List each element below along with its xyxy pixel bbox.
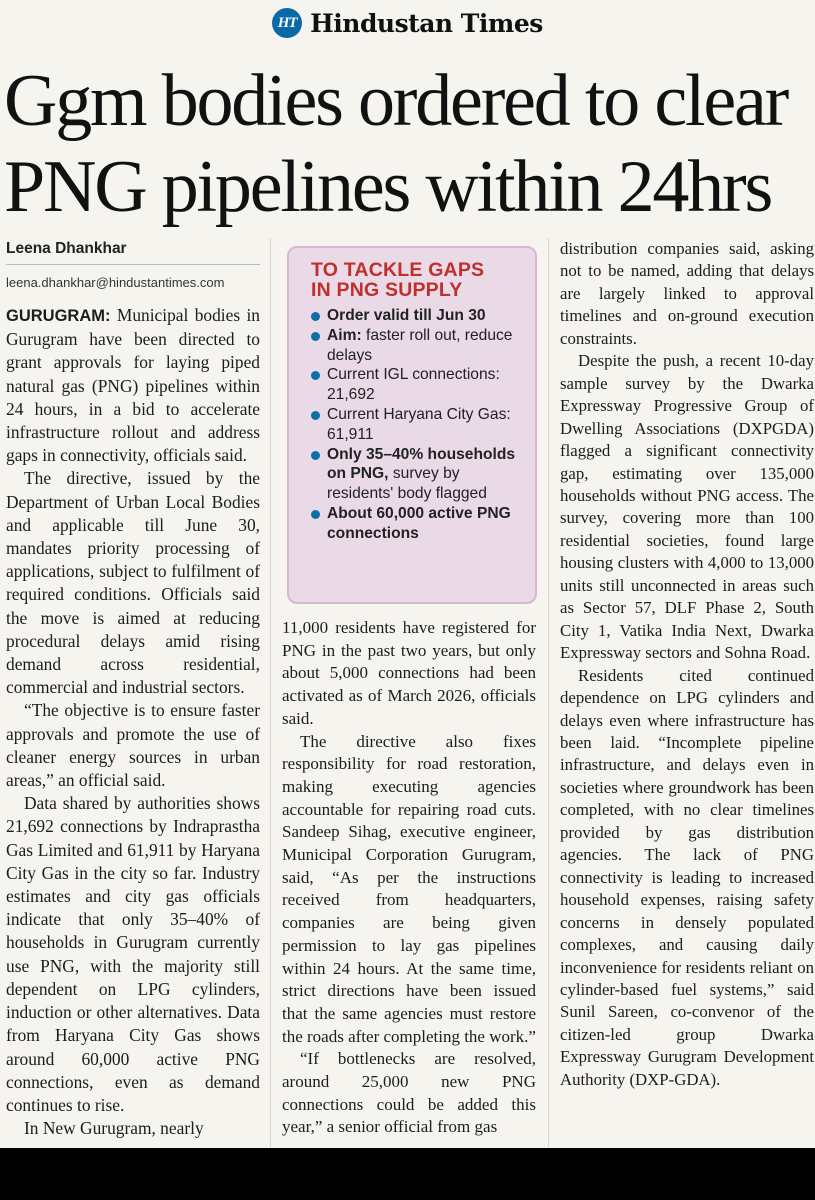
fact-item [311,306,525,326]
fact-box-title [311,260,525,300]
fact-item [311,365,525,405]
fact-item [311,405,525,445]
article-column-2 [282,617,536,1139]
paragraph: Despite the push, a recent 10-day sample survey by the Dwarka Expressway Progressive Group of Dwelling Associations (DXPGDA) flagged a significant connectivity gap, estimating over 135,000 households without PNG access. The survey, covering more than 100 residential societies, found large housing clusters with 4,000 to 13,000 units still unconnected in areas such as Sector 57, DLF Phase 2, South City 1, Vatika India Next, Dwarka Expressway sectors and Sohna Road. [560,351,814,663]
headline-line-2: PNG pipelines within 24hrs [4,146,772,228]
paragraph: 11,000 residents have registered for PNG in the past two years, but only about 5,000 connections had been activated as of March 2026, officials said. [282,618,536,728]
ht-logo-icon: HT [272,8,302,38]
article-column-3 [560,238,814,1091]
paragraph: The directive, issued by the Department of Urban Local Bodies and applicable till June 30, mandates priority processing of applications, subject to fulfilment of required conditions. Officials said the move is aimed at reducing procedural delays amid rising demand across residential, commercial and industrial sectors. [6,468,260,698]
fact-box [287,246,537,604]
paragraph-text: Municipal bodies in Gurugram have been directed to grant approvals for laying piped natural gas (PNG) pipelines within 24 hours, in a bid to accelerate infrastructure rollout and address gaps in connectivity, officials said. [6,305,260,466]
paragraph: “The objective is to ensure faster approvals and promote the use of cleaner energy sources in urban areas,” an official said. [6,700,260,791]
paragraph: Data shared by authorities shows 21,692 connections by Indraprastha Gas Limited and 61,911 by Haryana City Gas in the city so far. Industry estimates and city gas officials indicate that only 35–40% of households in Gurugram currently use PNG, with the majority still dependent on LPG cylinders, induction or other alternatives. Data from Haryana City Gas shows around 60,000 active PNG connections, even as demand continues to rise. [6,793,260,1115]
headline-line-1: Ggm bodies ordered to clear [4,60,788,142]
masthead [0,6,815,40]
byline-email: leena.dhankhar@hindustantimes.com [6,275,225,290]
byline-rule [6,264,260,265]
paragraph: “If bottlenecks are resolved, around 25,000 new PNG connections could be added this year,” a senior official from gas [282,1049,536,1137]
paper-name: Hindustan Times [310,8,543,38]
fact-lead: About 60,000 active PNG connections [327,504,511,542]
paragraph: In New Gurugram, nearly [24,1118,204,1139]
byline-author: Leena Dhankhar [6,240,127,257]
fact-box-title-line-2: IN PNG SUPPLY [311,279,463,301]
paragraph [6,304,260,467]
fact-list [311,306,525,544]
fact-text: survey by residents' body flagged [327,465,487,503]
fact-text: Current Haryana City Gas: 61,911 [327,405,511,443]
paragraph: distribution companies said, asking not to be named, adding that delays are largely linked to approval timelines and on-ground execution constraints. [560,239,814,348]
fact-item [311,326,525,366]
dateline: GURUGRAM: [6,307,111,325]
fact-lead: Order valid till Jun 30 [327,307,486,324]
article-column-1 [6,304,260,1140]
fact-box-title-line-1: TO TACKLE GAPS [311,259,485,281]
fact-text: Current IGL connections: 21,692 [327,366,500,404]
paragraph: Residents cited continued dependence on LPG cylinders and delays even where infrastructure has been laid. “Incomplete pipeline infrastructure, and delays even in societies where groundwork has been completed, with no clear timelines provided by gas distribution agencies. The lack of PNG connectivity is leading to increased household expenses, raising safety concerns in densely populated complexes, and causing daily inconvenience for residents reliant on cylinder-based fuel systems,” said Sunil Sareen, co-convenor of the citizen-led group Dwarka Expressway Gurugram Development Authority (DXP-GDA). [560,665,814,1089]
column-divider [548,238,549,1148]
fact-lead: Aim: [327,326,362,344]
column-divider [270,238,271,1148]
fact-text: faster roll out, reduce delays [327,326,513,364]
fact-item [311,504,525,544]
headline [4,58,814,230]
paragraph: The directive also fixes responsibility for road restoration, making executing agencies accountable for repairing road cuts. Sandeep Sihag, executive engineer, Municipal Corporation Gurugram, said, “As per the instructions received from headquarters, companies are being given permission to lay gas pipelines within 24 hours. At the same time, strict directions have been issued that the same agencies must restore the roads after completing the work.” [282,731,536,1046]
fact-lead: Only 35–40% households on PNG, [327,445,516,483]
fact-item [311,445,525,504]
